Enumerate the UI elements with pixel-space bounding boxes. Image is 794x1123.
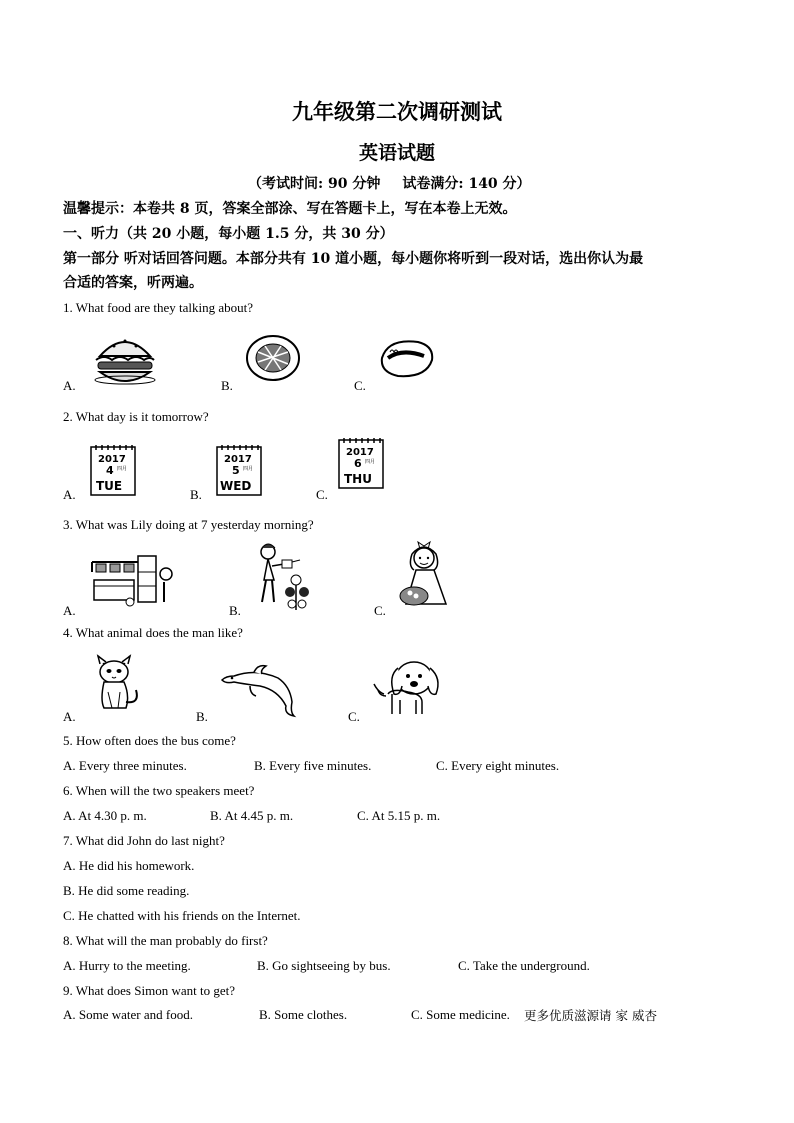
calendar-month: 四月: [365, 459, 376, 465]
dog-icon: [372, 656, 448, 718]
question-5: 5. How often does the bus come?: [63, 733, 236, 748]
hotdog-icon: [378, 336, 436, 380]
q2-option-b: B.: [190, 487, 202, 502]
calendar-year: 2017: [346, 447, 374, 458]
q7-option-c: C. He chatted with his friends on the Internet.: [63, 908, 301, 923]
question-8: 8. What will the man probably do first?: [63, 933, 268, 948]
q5-option-b: B. Every five minutes.: [254, 758, 372, 773]
q9-option-a: A. Some water and food.: [63, 1007, 193, 1022]
exam-score: 试卷满分: 140 分）: [402, 176, 531, 192]
q7-option-b: B. He did some reading.: [63, 883, 190, 898]
exam-time: （考试时间: 90 分钟: [248, 176, 381, 192]
q8-option-c: C. Take the underground.: [458, 958, 590, 973]
pizza-icon: [245, 334, 301, 382]
question-9: 9. What does Simon want to get?: [63, 983, 235, 998]
question-4: 4. What animal does the man like?: [63, 625, 243, 640]
q6-option-a: A. At 4.30 p. m.: [63, 808, 147, 823]
calendar-icon: [90, 444, 136, 496]
notice: 温馨提示：本卷共 8 页，答案全部涂、写在答题卡上，写在本卷上无效。: [63, 201, 517, 217]
q4-option-c: C.: [348, 709, 360, 724]
calendar-icon: [338, 437, 384, 489]
girl-watering-flowers-icon: [250, 542, 316, 612]
exam-title: 九年级第二次调研测试: [292, 99, 502, 124]
q8-option-b: B. Go sightseeing by bus.: [257, 958, 391, 973]
q2-option-a: A.: [63, 487, 76, 502]
q4-option-a: A.: [63, 709, 76, 724]
q4-option-b: B.: [196, 709, 208, 724]
living-room-icon: [90, 552, 176, 608]
girl-with-basket-icon: [396, 540, 458, 610]
calendar-month: 四月: [243, 466, 254, 472]
q3-option-a: A.: [63, 603, 76, 618]
cat-icon: [92, 652, 142, 712]
part1-instructions-line1: 第一部分 听对话回答问题。本部分共有 10 道小题，每小题你将听到一段对话，选出你认为最: [63, 251, 644, 267]
q6-option-c: C. At 5.15 p. m.: [357, 808, 441, 823]
calendar-weekday: WED: [220, 479, 252, 493]
exam-subtitle: 英语试题: [358, 142, 435, 164]
calendar-weekday: TUE: [96, 479, 123, 493]
q3-option-b: B.: [229, 603, 241, 618]
calendar-weekday: THU: [344, 472, 372, 486]
question-1: 1. What food are they talking about?: [63, 300, 254, 315]
q1-option-b: B.: [221, 378, 233, 393]
calendar-day: 4: [106, 464, 114, 477]
q8-option-a: A. Hurry to the meeting.: [63, 958, 191, 973]
q5-option-a: A. Every three minutes.: [63, 758, 187, 773]
calendar-day: 5: [232, 464, 240, 477]
q1-option-a: A.: [63, 378, 76, 393]
question-6: 6. When will the two speakers meet?: [63, 783, 255, 798]
q7-option-a: A. He did his homework.: [63, 858, 195, 873]
q3-option-c: C.: [374, 603, 386, 618]
calendar-icon: [216, 444, 262, 496]
q2-option-c: C.: [316, 487, 328, 502]
watermark-text: 更多优质滋源请 家 威杏: [524, 1008, 657, 1023]
exam-info: [248, 173, 531, 193]
calendar-month: 四月: [117, 466, 128, 472]
q1-option-c: C.: [354, 378, 366, 393]
calendar-year: 2017: [98, 454, 126, 465]
calendar-year: 2017: [224, 454, 252, 465]
q5-option-c: C. Every eight minutes.: [436, 758, 560, 773]
dolphin-icon: [220, 662, 300, 718]
q9-option-b: B. Some clothes.: [259, 1007, 348, 1022]
q6-option-b: B. At 4.45 p. m.: [210, 808, 294, 823]
calendar-day: 6: [354, 457, 362, 470]
question-3: 3. What was Lily doing at 7 yesterday morning?: [63, 517, 314, 532]
hamburger-icon: [92, 330, 158, 386]
part1-instructions-line2: 合适的答案，听两遍。: [63, 275, 203, 291]
q9-option-c: C. Some medicine.: [411, 1007, 510, 1022]
question-2: 2. What day is it tomorrow?: [63, 409, 209, 424]
question-7: 7. What did John do last night?: [63, 833, 225, 848]
section-heading: 一、听力（共 20 小题，每小题 1.5 分，共 30 分）: [63, 226, 394, 242]
